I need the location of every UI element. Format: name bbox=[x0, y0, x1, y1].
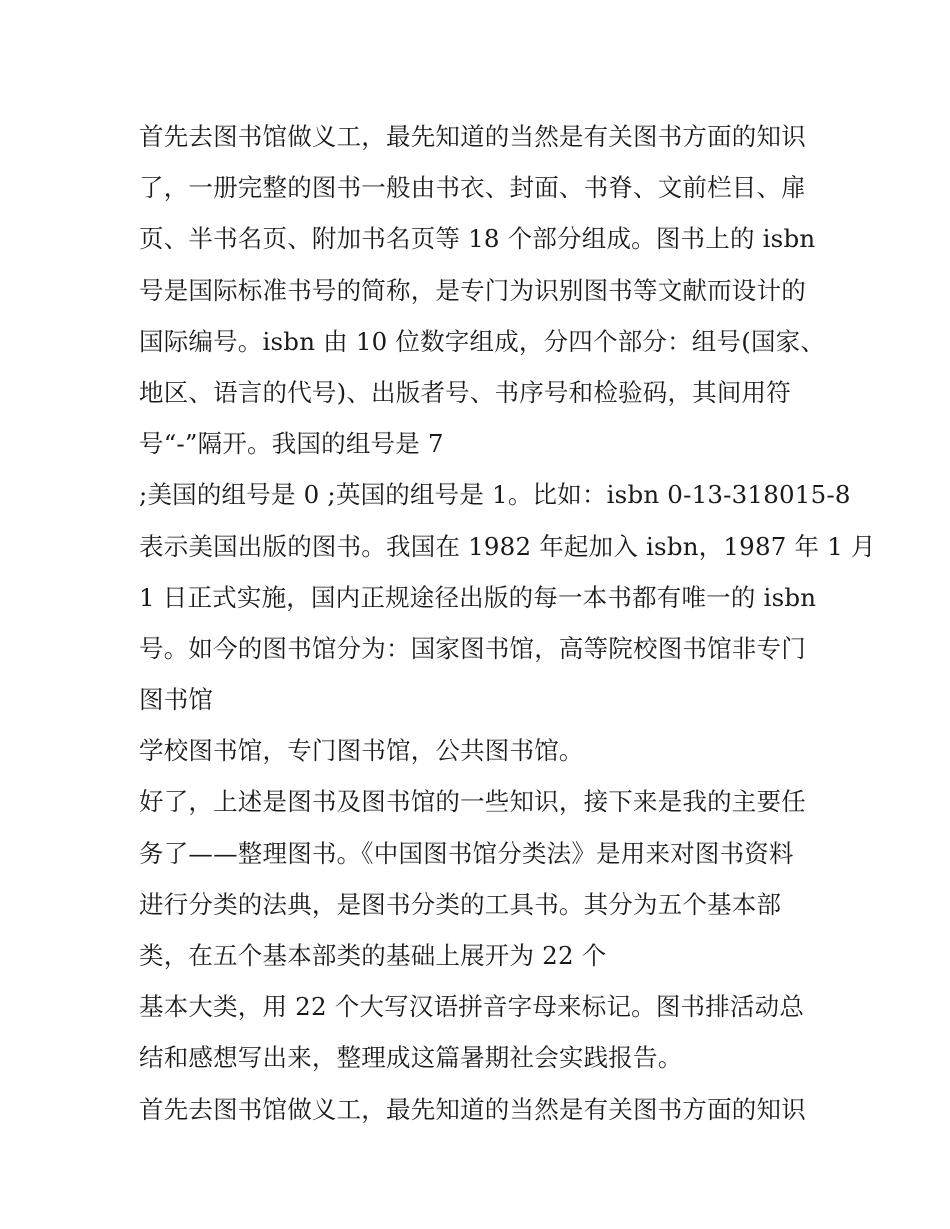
text-line: 号是国际标准书号的简称，是专门为识别图书等文献而设计的 bbox=[139, 275, 806, 305]
text-line: 号“-”隔开。我国的组号是 7 bbox=[139, 429, 444, 459]
text-line: 国际编号。isbn 由 10 位数字组成，分四个部分：组号(国家、 bbox=[139, 326, 826, 356]
text-line: 务了——整理图书。《中国图书馆分类法》是用来对图书资料 bbox=[139, 838, 794, 868]
text-line: 了，一册完整的图书一般由书衣、封面、书脊、文前栏目、扉 bbox=[139, 173, 806, 203]
text-line: 表示美国出版的图书。我国在 1982 年起加入 isbn，1987 年 1 月 bbox=[139, 531, 876, 561]
text-line: 基本大类，用 22 个大写汉语拼音字母来标记。图书排活动总 bbox=[139, 992, 805, 1022]
text-line: ;美国的组号是 0 ;英国的组号是 1。比如：isbn 0-13-318015-8 bbox=[139, 480, 851, 510]
text-line: 好了，上述是图书及图书馆的一些知识，接下来是我的主要任 bbox=[139, 787, 806, 817]
text-line: 号。如今的图书馆分为：国家图书馆，高等院校图书馆非专门 bbox=[139, 633, 806, 663]
text-line: 1 日正式实施，国内正规途径出版的每一本书都有唯一的 isbn bbox=[139, 582, 817, 612]
text-line: 地区、语言的代号)、出版者号、书序号和检验码，其间用符 bbox=[139, 377, 791, 407]
text-line: 学校图书馆，专门图书馆，公共图书馆。 bbox=[139, 736, 584, 766]
text-line: 结和感想写出来，整理成这篇暑期社会实践报告。 bbox=[139, 1043, 683, 1073]
document-body bbox=[139, 111, 876, 1135]
text-line: 首先去图书馆做义工，最先知道的当然是有关图书方面的知识 bbox=[139, 1094, 806, 1124]
text-line: 进行分类的法典，是图书分类的工具书。其分为五个基本部 bbox=[139, 889, 782, 919]
text-line: 图书馆 bbox=[139, 685, 214, 715]
text-line: 页、半书名页、附加书名页等 18 个部分组成。图书上的 isbn bbox=[139, 224, 816, 254]
text-line: 类，在五个基本部类的基础上展开为 22 个 bbox=[139, 941, 607, 970]
text-line: 首先去图书馆做义工，最先知道的当然是有关图书方面的知识 bbox=[139, 122, 806, 151]
